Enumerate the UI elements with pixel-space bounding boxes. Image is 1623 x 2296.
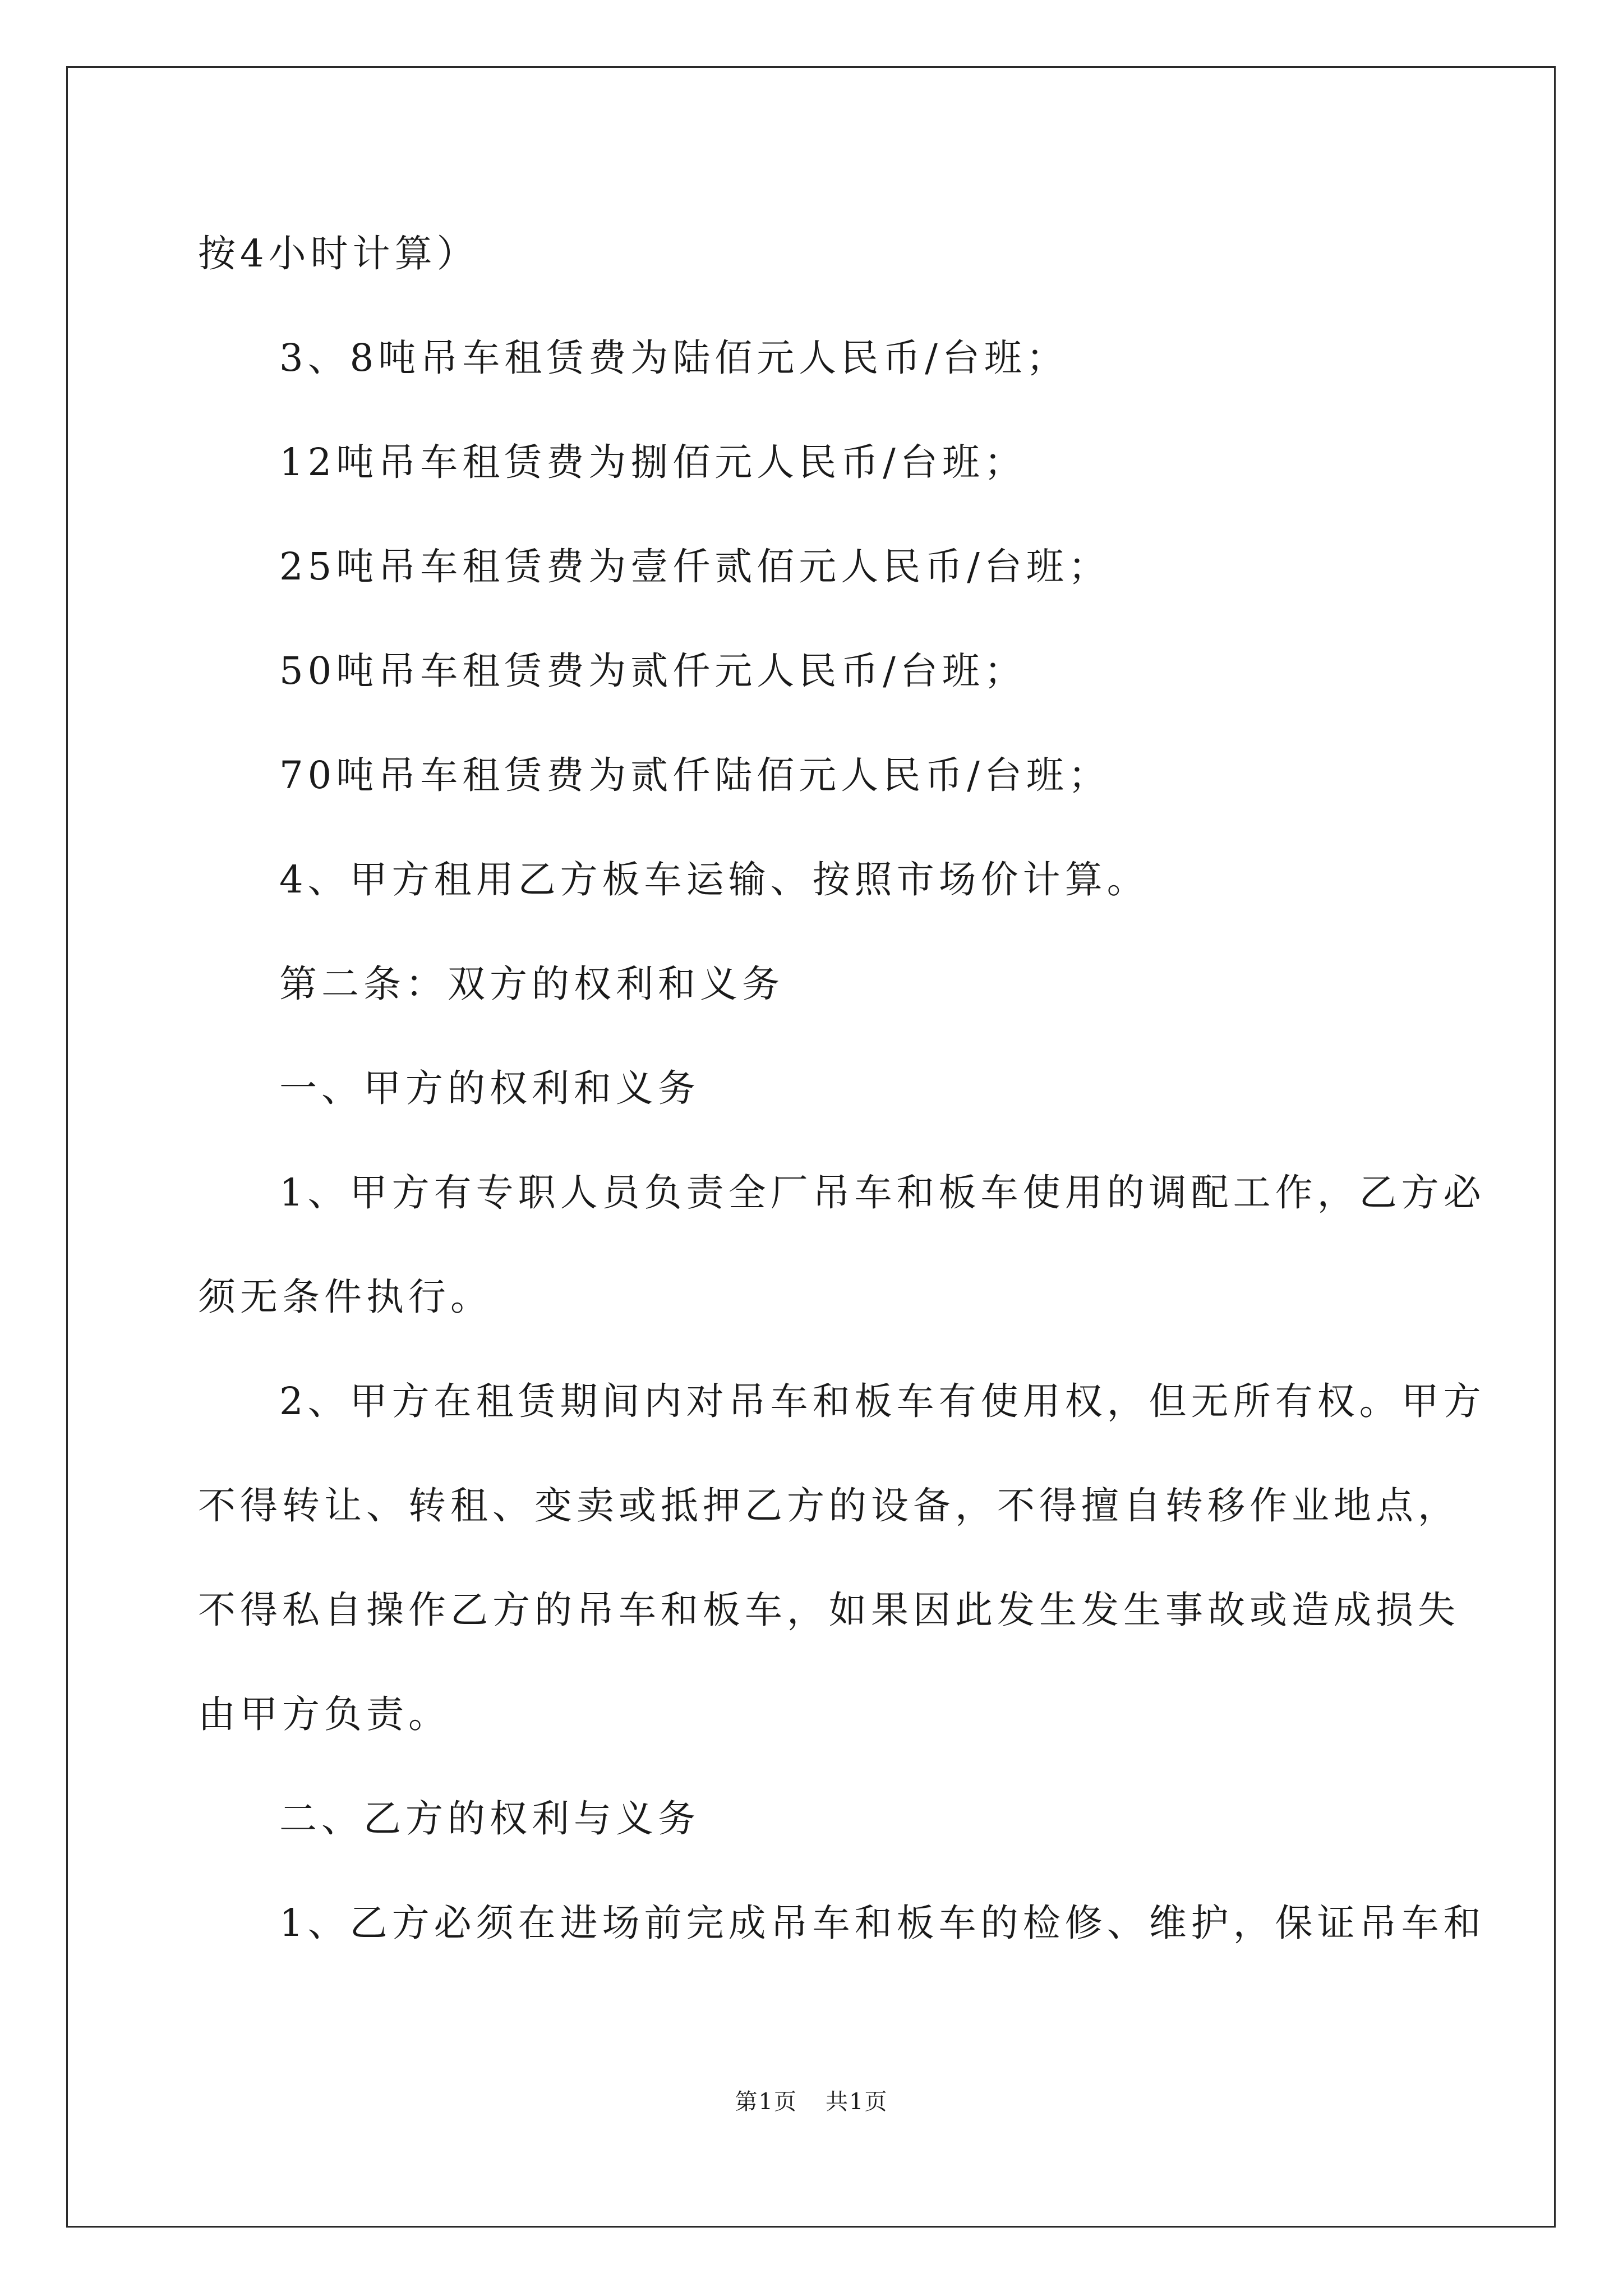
- text-line: 3、8吨吊车租赁费为陆佰元人民币/台班；: [279, 336, 1068, 380]
- text-line: 按4小时计算）: [198, 232, 479, 275]
- page-number: 第1页: [735, 2089, 797, 2115]
- text-line: 由甲方负责。: [198, 1692, 450, 1736]
- text-line: 不得私自操作乙方的吊车和板车，如果因此发生发生事故或造成损失: [198, 1588, 1460, 1632]
- text-line: 不得转让、转租、变卖或抵押乙方的设备，不得擅自转移作业地点，: [198, 1484, 1460, 1527]
- text-line: 1、乙方必须在进场前完成吊车和板车的检修、维护，保证吊车和: [279, 1901, 1486, 1945]
- text-line: 4、甲方租用乙方板车运输、按照市场价计算。: [279, 858, 1149, 901]
- text-line: 50吨吊车租赁费为贰仟元人民币/台班；: [279, 649, 1026, 693]
- section-heading: 第二条：双方的权利和义务: [279, 962, 784, 1006]
- text-line: 70吨吊车租赁费为贰仟陆佰元人民币/台班；: [279, 753, 1110, 797]
- page-total: 共1页: [826, 2089, 888, 2115]
- text-line: 25吨吊车租赁费为壹仟贰佰元人民币/台班；: [279, 545, 1110, 588]
- text-line: 1、甲方有专职人员负责全厂吊车和板车使用的调配工作，乙方必: [279, 1171, 1486, 1214]
- text-line: 须无条件执行。: [198, 1275, 492, 1319]
- page-footer: [0, 2088, 1623, 2116]
- text-line: 12吨吊车租赁费为捌佰元人民币/台班；: [279, 440, 1026, 484]
- text-line: 2、甲方在租赁期间内对吊车和板车有使用权，但无所有权。甲方: [279, 1379, 1486, 1423]
- subsection-heading: 一、甲方的权利和义务: [279, 1066, 700, 1110]
- subsection-heading: 二、乙方的权利与义务: [279, 1797, 700, 1841]
